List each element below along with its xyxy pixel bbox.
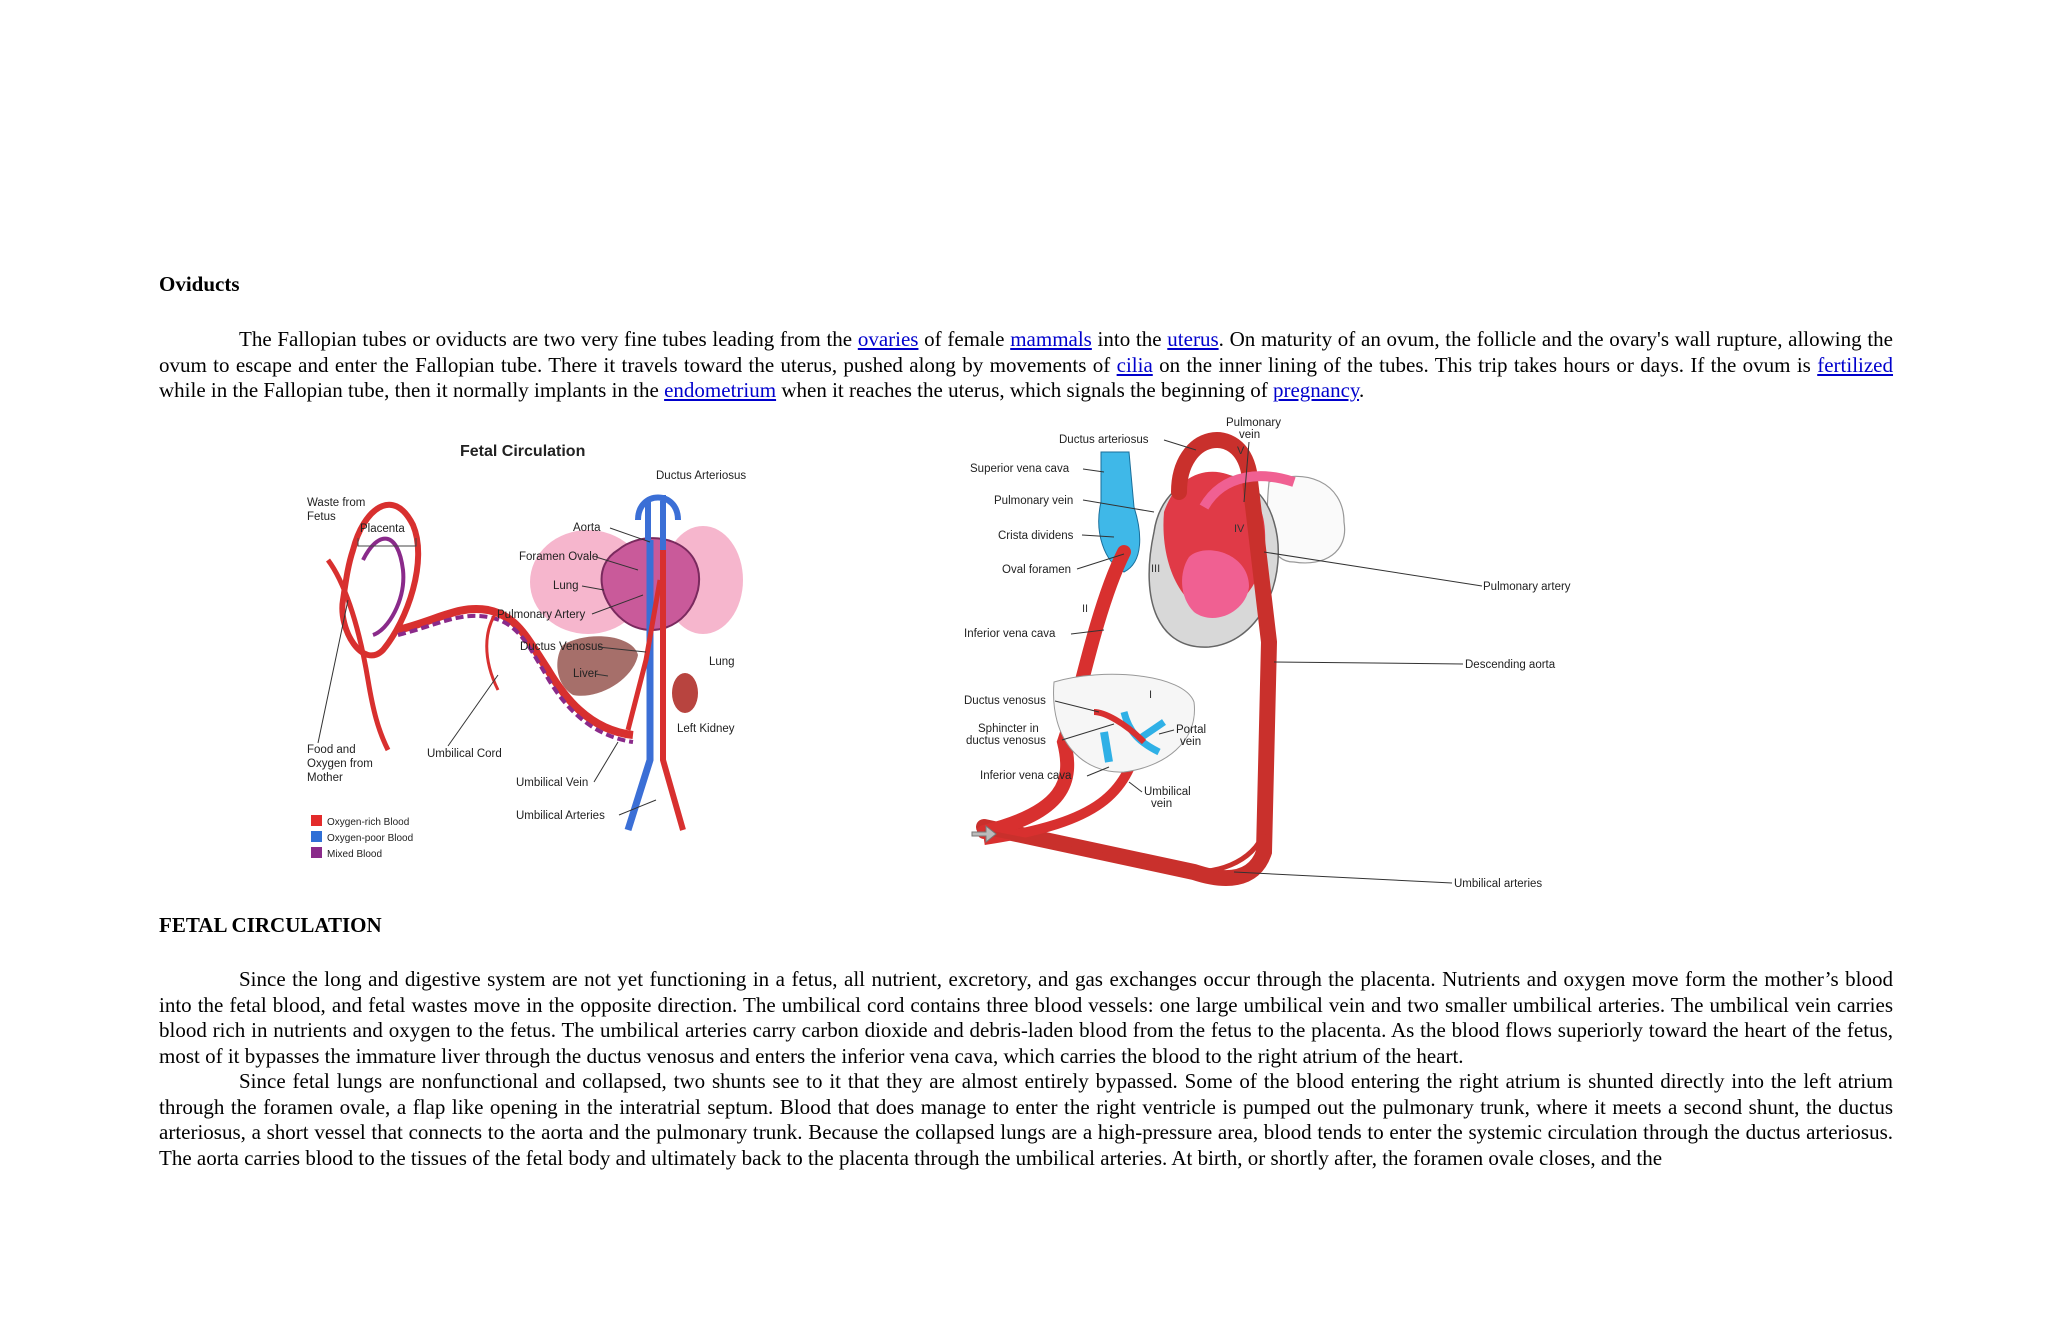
label-pulmonary-artery: Pulmonary Artery: [497, 609, 586, 621]
label-left-kidney: Left Kidney: [677, 723, 735, 735]
text-run: while in the Fallopian tube, then it normally implants in the: [159, 378, 665, 402]
leader-line: [318, 600, 348, 743]
label-ductus-venosus: Ductus Venosus: [520, 641, 604, 653]
label-ductus-venosus: Ductus venosus: [964, 695, 1046, 707]
legend-swatch-oxygen-poor: [311, 831, 322, 842]
label-ductus-arteriosus: Ductus arteriosus: [1059, 434, 1149, 446]
label-pulmonary-artery: Pulmonary artery: [1483, 581, 1571, 593]
label-pulmonary-vein: Pulmonary vein: [994, 495, 1074, 507]
label-roman-iv: IV: [1234, 523, 1245, 535]
text-run: when it reaches the uterus, which signals the beginning of: [776, 378, 1273, 402]
label-crista-dividens: Crista dividens: [998, 530, 1074, 542]
leader-line: [1234, 872, 1452, 883]
label-sphincter-2: ductus venosus: [966, 735, 1046, 747]
label-placenta: Placenta: [360, 523, 405, 535]
label-roman-i: I: [1149, 689, 1153, 701]
section-heading-oviducts: Oviducts: [159, 272, 240, 296]
kidney-shape: [672, 673, 698, 713]
label-lung: Lung: [553, 580, 579, 592]
legend-label-oxygen-poor: Oxygen-poor Blood: [327, 833, 414, 844]
label-umbilical-arteries: Umbilical Arteries: [516, 810, 605, 822]
label-roman-v: V: [1237, 445, 1245, 457]
label-portal-vein-2: vein: [1180, 736, 1202, 748]
text-run: .: [1359, 378, 1365, 402]
label-umbilical-vein-2: vein: [1151, 798, 1173, 810]
text-run: on the inner lining of the tubes. This trip takes hours or days. If the ovum is: [1152, 352, 1818, 377]
leader-line: [1264, 552, 1482, 586]
label-roman-iii: III: [1151, 563, 1161, 575]
fetal-heart-diagram: [964, 412, 1604, 897]
label-pulmonary-vein-top-1: Pulmonary: [1226, 417, 1281, 429]
label-waste-1: Waste from: [307, 497, 366, 509]
placenta-loop-inner: [363, 539, 403, 635]
label-portal-vein-1: Portal: [1176, 724, 1207, 736]
link-uterus[interactable]: uterus: [1167, 327, 1219, 351]
label-aorta: Aorta: [573, 522, 601, 534]
label-umbilical-arteries: Umbilical arteries: [1454, 878, 1543, 890]
legend-swatch-mixed: [311, 847, 322, 858]
fetal-circulation-paragraph-1: Since the long and digestive system are not yet functioning in a fetus, all nutrient, excretory, and gas exchanges occur through the placenta. Nutrients and oxygen move form the mother’s blood into the fetal blood, and fetal wastes move in the opposite direction. The umbilical cord contains three blood vessels: one large umbilical vein and two smaller umbilical arteries. The umbilical vein carries blood rich in nutrients and oxygen to the fetus. The umbilical arteries carry carbon dioxide and debris-laden blood from the fetus to the placenta. As the blood flows superiorly toward the heart of the fetus, most of it bypasses the immature liver through the ductus venosus and enters the inferior vena cava, which carries the blood to the right atrium of the heart.: [159, 967, 1893, 1068]
legend-label-oxygen-rich: Oxygen-rich Blood: [327, 817, 410, 828]
link-endometrium[interactable]: endometrium: [664, 378, 777, 402]
label-descending-aorta: Descending aorta: [1465, 659, 1556, 671]
leader-line: [1274, 662, 1463, 664]
link-pregnancy[interactable]: pregnancy: [1272, 378, 1360, 402]
ivc-segment: [1104, 732, 1109, 762]
label-roman-ii: II: [1082, 603, 1089, 615]
label-pulmonary-vein-top-2: vein: [1239, 429, 1261, 441]
legend-swatch-oxygen-rich: [311, 815, 322, 826]
label-umbilical-vein: Umbilical Vein: [516, 777, 589, 789]
text-run: . On maturity of an ovum, the follicle and the ovary's wall rupture, allowing the ovum to escape and enter the Fallopian tube. There it travels toward the uterus, pushed along by movements of: [159, 327, 1893, 377]
text-run: of female: [918, 327, 1011, 351]
legend-label-mixed: Mixed Blood: [327, 849, 383, 860]
label-inferior-vena-cava: Inferior vena cava: [964, 628, 1056, 640]
fetal-circulation-diagram: [288, 430, 888, 885]
label-umbilical-cord: Umbilical Cord: [427, 748, 502, 760]
fetal-circulation-paragraph-2: Since fetal lungs are nonfunctional and collapsed, two shunts see to it that they are almost entirely bypassed. Some of the blood entering the right atrium is shunted directly into the left atrium through the foramen ovale, a flap like opening in the interatrial septum. Blood that does manage to enter the right ventricle is pumped out the pulmonary trunk, where it meets a second shunt, the ductus arteriosus, a short vessel that connects to the aorta and the pulmonary trunk. Because the collapsed lungs are a high-pressure area, blood tends to enter the systemic circulation through the ductus arteriosus. The aorta carries blood to the tissues of the fetal body and ultimately back to the placenta through the umbilical arteries. At birth, or shortly after, the foramen ovale closes, and the: [159, 1069, 1893, 1170]
label-food-1: Food and: [307, 744, 356, 756]
text-run: The Fallopian tubes or oviducts are two very fine tubes leading from the: [239, 327, 858, 351]
label-umbilical-vein-1: Umbilical: [1144, 786, 1191, 798]
leader-line: [448, 675, 498, 746]
link-fertilized[interactable]: fertilized: [1817, 352, 1894, 377]
text-run: into the: [1091, 327, 1168, 351]
label-waste-2: Fetus: [307, 511, 336, 523]
label-lung-right: Lung: [709, 656, 735, 668]
label-superior-vena-cava: Superior vena cava: [970, 463, 1070, 475]
figure-title: Fetal Circulation: [460, 443, 586, 460]
link-cilia[interactable]: cilia: [1116, 352, 1153, 377]
oviducts-paragraph: [159, 327, 1893, 404]
label-food-3: Mother: [307, 772, 343, 784]
leader-line: [1129, 782, 1142, 792]
label-ductus-arteriosus: Ductus Arteriosus: [656, 470, 747, 482]
link-mammals[interactable]: mammals: [1010, 327, 1092, 351]
section-heading-fetal-circulation: FETAL CIRCULATION: [159, 913, 382, 937]
label-sphincter-1: Sphincter in: [978, 723, 1039, 735]
leader-line: [594, 742, 618, 782]
label-liver: Liver: [573, 668, 598, 680]
label-foramen-ovale: Foramen Ovale: [519, 551, 599, 563]
link-ovaries[interactable]: ovaries: [857, 327, 919, 351]
label-food-2: Oxygen from: [307, 758, 373, 770]
label-inferior-vena-cava-2: Inferior vena cava: [980, 770, 1072, 782]
label-oval-foramen: Oval foramen: [1002, 564, 1072, 576]
